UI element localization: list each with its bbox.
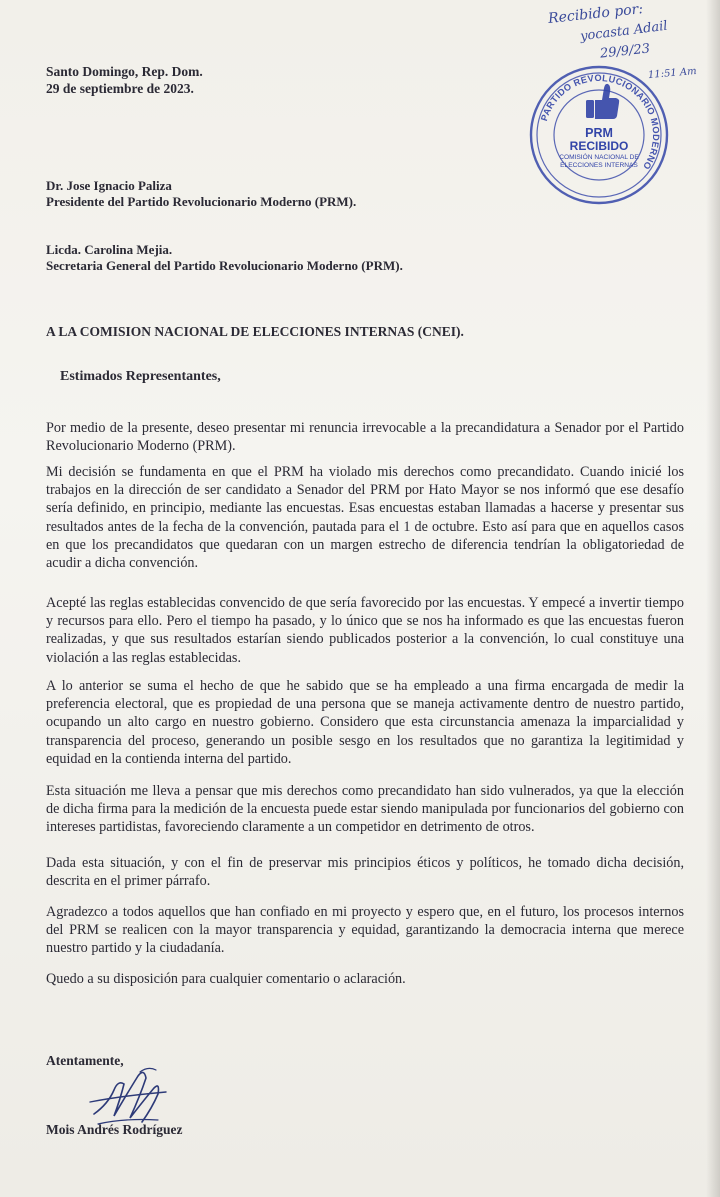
thumbs-up-icon <box>586 84 619 119</box>
paragraph-5-text: Esta situación me lleva a pensar que mis derechos como precandidato han sido vulnerados, ya que la elección de dicha firma para la medición de la encuesta puede estar siendo manipulada por funcionarios del gobierno con intereses partidistas, favoreciendo claramente a un competidor en detrimento de otros. <box>46 783 684 836</box>
salutation: Estimados Representantes, <box>60 369 221 384</box>
paragraph-3-text: Acepté las reglas establecidas convencido de que sería favorecido por las encuestas. Y empecé a invertir tiempo y recursos para ello. Pero el tiempo ha pasado, y lo único que se nos ha informado es que las encuestas fueron realizadas, y que sus resultados estarían siendo publicados posterior a la convención, lo cual constituye una violación a las reglas establecidas. <box>46 595 684 666</box>
recipient-1-role: Presidente del Partido Revolucionario Moderno (PRM). <box>46 194 357 209</box>
paragraph-2 <box>46 463 684 572</box>
closing: Atentamente, <box>46 1053 124 1068</box>
recipient-2-role: Secretaria General del Partido Revolucionario Moderno (PRM). <box>46 258 403 273</box>
stamp-ring-text: PARTIDO REVOLUCIONARIO MODERNO <box>538 72 662 172</box>
letter-date: 29 de septiembre de 2023. <box>46 81 194 96</box>
paragraph-5 <box>46 782 684 837</box>
paragraph-8 <box>46 970 684 988</box>
handwritten-time: 11:51 Am <box>647 65 698 82</box>
stamp-status: RECIBIDO <box>569 139 629 153</box>
paragraph-1-text: Por medio de la presente, deseo presentar mi renuncia irrevocable a la precandidatura a Senador por el Partido Revolucionario Moderno (PRM). <box>46 420 684 455</box>
paragraph-4-text: A lo anterior se suma el hecho de que he sabido que se ha empleado a una firma encargada de medir la preferencia electoral, que es propiedad de una persona que se maneja activamente dentro de nuestro partido, ocupando un alto cargo en nuestro gobierno. Considero que esta circunstancia amenaza la imparcialidad y transparencia del proceso, generando un posible sesgo en los resultados que no garantiza la legitimidad y equidad en la contienda interna del partido. <box>46 678 684 767</box>
signer-name: Mois Andrés Rodríguez <box>46 1122 183 1137</box>
paragraph-8-text: Quedo a su disposición para cualquier comentario o aclaración. <box>46 971 406 987</box>
paragraph-2-text: Mi decisión se fundamenta en que el PRM ha violado mis derechos como precandidato. Cuando inicié los trabajos en la dirección de ser candidato a Senador del PRM por Hato Mayor se nos informó que ese desafío sería definido, en principio, mediante las encuestas. Esas encuestas estaban llamadas a hacerse y presentar sus resultados antes de la fecha de la convención, pautada para el 1 de octubre. Esto así para que en aquellos casos en que los precandidatos que quedaran con un margen estrecho de diferencia tendrían la obligatoriedad de acudir a dicha convención. <box>46 464 684 572</box>
page-edge-shadow <box>706 0 720 1197</box>
paragraph-3 <box>46 594 684 667</box>
handwritten-receiver-name: yocasta Adail <box>579 18 669 45</box>
paragraph-6-text: Dada esta situación, y con el fin de preservar mis principios éticos y políticos, he tomado dicha decisión, descrita en el primer párrafo. <box>46 855 684 890</box>
addressee: A LA COMISION NACIONAL DE ELECCIONES INTERNAS (CNEI). <box>46 324 464 339</box>
paragraph-6 <box>46 854 684 890</box>
paragraph-7-text: Agradezco a todos aquellos que han confiado en mi proyecto y espero que, en el futuro, los procesos internos del PRM se realicen con la mayor transparencia y equidad, garantizando la democracia interna que merece nuestro partido y la ciudadanía. <box>46 904 684 957</box>
handwritten-received-by: Recibido por: <box>547 1 644 27</box>
paragraph-4 <box>46 677 684 768</box>
recipient-2-name: Licda. Carolina Mejia. <box>46 242 173 257</box>
recipient-1-name: Dr. Jose Ignacio Paliza <box>46 178 172 193</box>
paragraph-7 <box>46 903 684 958</box>
handwritten-date: 29/9/23 <box>599 41 651 62</box>
stamp-line-2: ELECCIONES INTERNAS <box>560 162 638 169</box>
letter-place: Santo Domingo, Rep. Dom. <box>46 64 203 79</box>
paragraph-1 <box>46 419 684 455</box>
stamp-party: PRM <box>585 126 613 140</box>
stamp-line-1: COMISIÓN NACIONAL DE <box>559 154 639 161</box>
prm-received-stamp <box>528 64 670 206</box>
